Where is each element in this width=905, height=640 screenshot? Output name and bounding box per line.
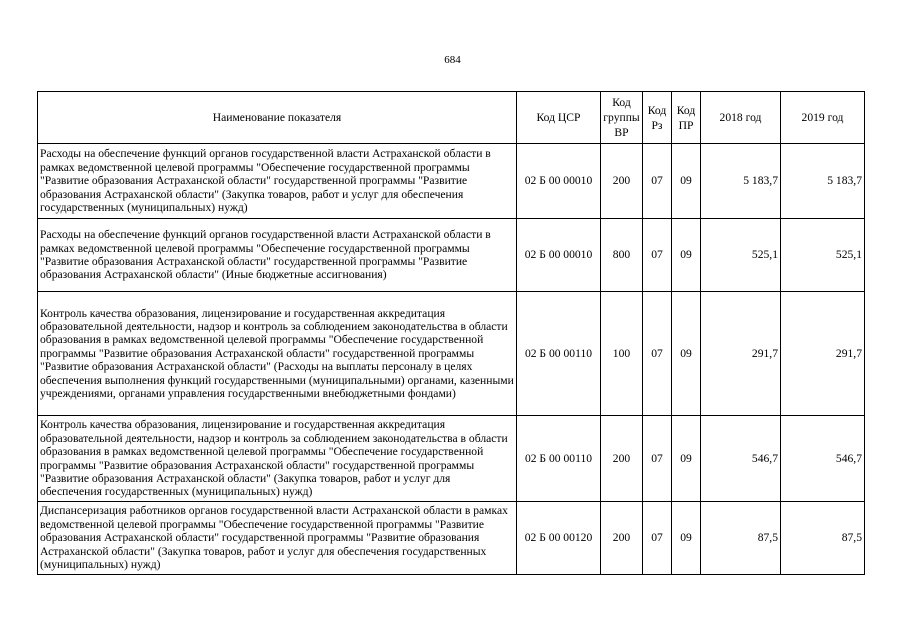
table-row xyxy=(38,292,865,416)
row-name: Контроль качества образования, лицензирование и государственная аккредитация образовательной деятельности, надзор и контроль за соблюдением законодательства в области образования в рамках ведомственной целевой программы "Обеспечение государственной программы "Развитие образования Астраханской области" государственной программы "Развитие образования Астраханской области" (Расходы на выплаты персоналу в целях обеспечения выполнения функций государственными (муниципальными) органами, казенными учреждениями, органами управления государственными внебюджетными фондами) xyxy=(38,292,517,416)
row-2018: 87,5 xyxy=(701,502,781,575)
row-group: 200 xyxy=(601,144,643,219)
row-code: 02 Б 00 00110 xyxy=(517,416,601,502)
row-2019: 291,7 xyxy=(781,292,865,416)
row-code: 02 Б 00 00110 xyxy=(517,292,601,416)
row-name: Расходы на обеспечение функций органов государственной власти Астраханской области в рамках ведомственной целевой программы "Обеспечение государственной программы "Развитие образования Астраханской области" государственной программы "Развитие образования Астраханской области" (Иные бюджетные ассигнования) xyxy=(38,219,517,292)
row-group: 200 xyxy=(601,416,643,502)
row-rz: 07 xyxy=(643,144,672,219)
row-code: 02 Б 00 00010 xyxy=(517,144,601,219)
row-name: Диспансеризация работников органов государственной власти Астраханской области в рамках ведомственной целевой программы "Обеспечение государственной программы "Развитие образования Астраханской области" государственной программы "Развитие образования Астраханской области" (Закупка товаров, работ и услуг для обеспечения государственных (муниципальных) нужд) xyxy=(38,502,517,575)
row-2018: 546,7 xyxy=(701,416,781,502)
row-group: 200 xyxy=(601,502,643,575)
table-row xyxy=(38,144,865,219)
page-number: 684 xyxy=(444,54,461,66)
row-code: 02 Б 00 00120 xyxy=(517,502,601,575)
row-2019: 546,7 xyxy=(781,416,865,502)
row-name: Контроль качества образования, лицензирование и государственная аккредитация образовательной деятельности, надзор и контроль за соблюдением законодательства в области образования в рамках ведомственной целевой программы "Обеспечение государственной программы "Развитие образования Астраханской области" государственной программы "Развитие образования Астраханской области" (Закупка товаров, работ и услуг для обеспечения государственных (муниципальных) нужд) xyxy=(38,416,517,502)
header-pr: Код ПР xyxy=(672,92,701,144)
header-2018: 2018 год xyxy=(701,92,781,144)
row-2018: 525,1 xyxy=(701,219,781,292)
row-rz: 07 xyxy=(643,219,672,292)
table-row xyxy=(38,502,865,575)
row-rz: 07 xyxy=(643,502,672,575)
header-2019: 2019 год xyxy=(781,92,865,144)
row-2018: 291,7 xyxy=(701,292,781,416)
header-rz: Код Рз xyxy=(643,92,672,144)
row-code: 02 Б 00 00010 xyxy=(517,219,601,292)
row-pr: 09 xyxy=(672,502,701,575)
row-rz: 07 xyxy=(643,416,672,502)
budget-table xyxy=(37,91,865,575)
table-row xyxy=(38,416,865,502)
row-pr: 09 xyxy=(672,416,701,502)
row-2019: 5 183,7 xyxy=(781,144,865,219)
table-header-row xyxy=(38,92,865,144)
row-group: 800 xyxy=(601,219,643,292)
header-code: Код ЦСР xyxy=(517,92,601,144)
row-2018: 5 183,7 xyxy=(701,144,781,219)
header-name: Наименование показателя xyxy=(38,92,517,144)
row-pr: 09 xyxy=(672,292,701,416)
row-pr: 09 xyxy=(672,144,701,219)
row-group: 100 xyxy=(601,292,643,416)
row-2019: 87,5 xyxy=(781,502,865,575)
row-name: Расходы на обеспечение функций органов государственной власти Астраханской области в рамках ведомственной целевой программы "Обеспечение государственной программы "Развитие образования Астраханской области" государственной программы "Развитие образования Астраханской области" (Закупка товаров, работ и услуг для обеспечения государственных (муниципальных) нужд) xyxy=(38,144,517,219)
row-rz: 07 xyxy=(643,292,672,416)
row-pr: 09 xyxy=(672,219,701,292)
header-group: Код группы ВР xyxy=(601,92,643,144)
row-2019: 525,1 xyxy=(781,219,865,292)
table-row xyxy=(38,219,865,292)
